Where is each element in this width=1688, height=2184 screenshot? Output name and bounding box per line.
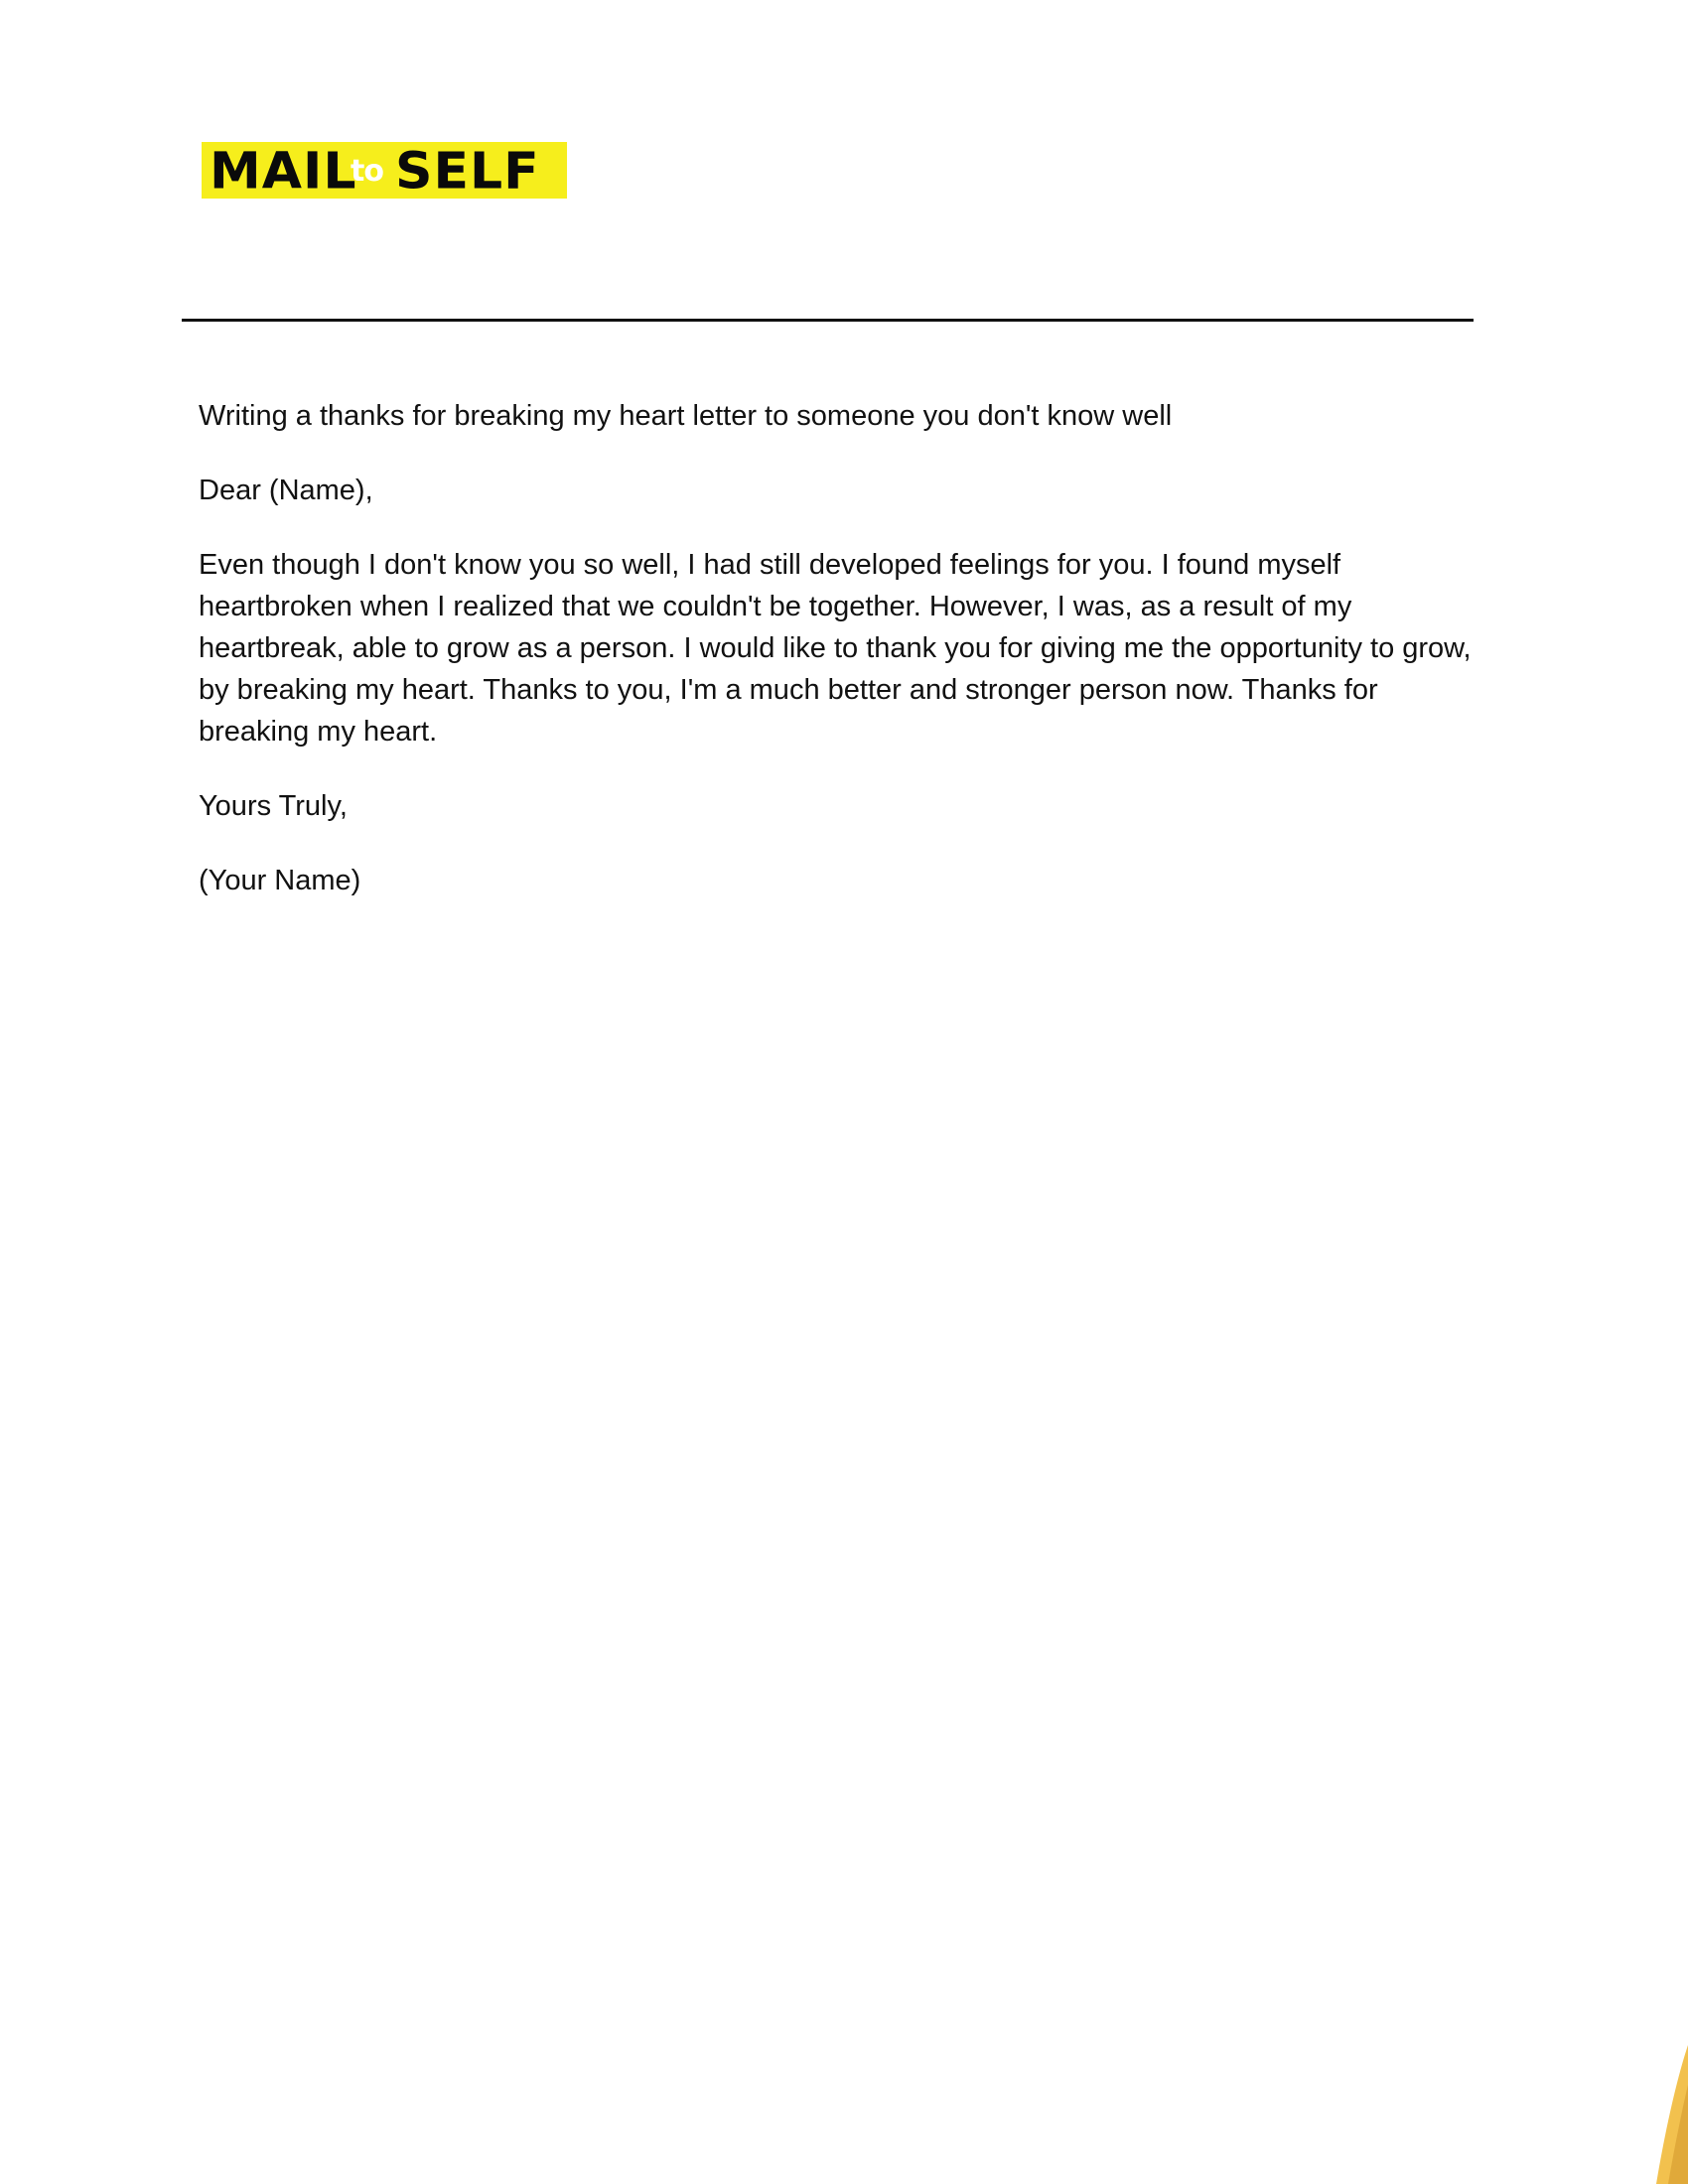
letter-signature: (Your Name) xyxy=(199,865,361,896)
header-divider xyxy=(182,319,1474,322)
letter-body xyxy=(199,395,1489,934)
mail-to-self-logo xyxy=(202,142,567,199)
logo-word-to: to xyxy=(351,154,383,189)
corner-accent-shape xyxy=(1648,2045,1688,2184)
letter-paragraph: Even though I don't know you so well, I had still developed feelings for you. I found myself heartbroken when I realized that we couldn't be together. However, I was, as a result of my heartbreak, able to grow as a person. I would like to thank you for giving me the opportunity to grow, by breaking my heart. Thanks to you, I'm a much better and stronger person now. Thanks for breaking my heart. xyxy=(199,549,1472,748)
logo-word-mail: MAIL xyxy=(210,142,357,199)
letter-salutation: Dear (Name), xyxy=(199,475,373,506)
logo-word-self: SELF xyxy=(395,142,540,199)
letter-heading: Writing a thanks for breaking my heart letter to someone you don't know well xyxy=(199,400,1173,432)
letter-closing: Yours Truly, xyxy=(199,790,348,822)
